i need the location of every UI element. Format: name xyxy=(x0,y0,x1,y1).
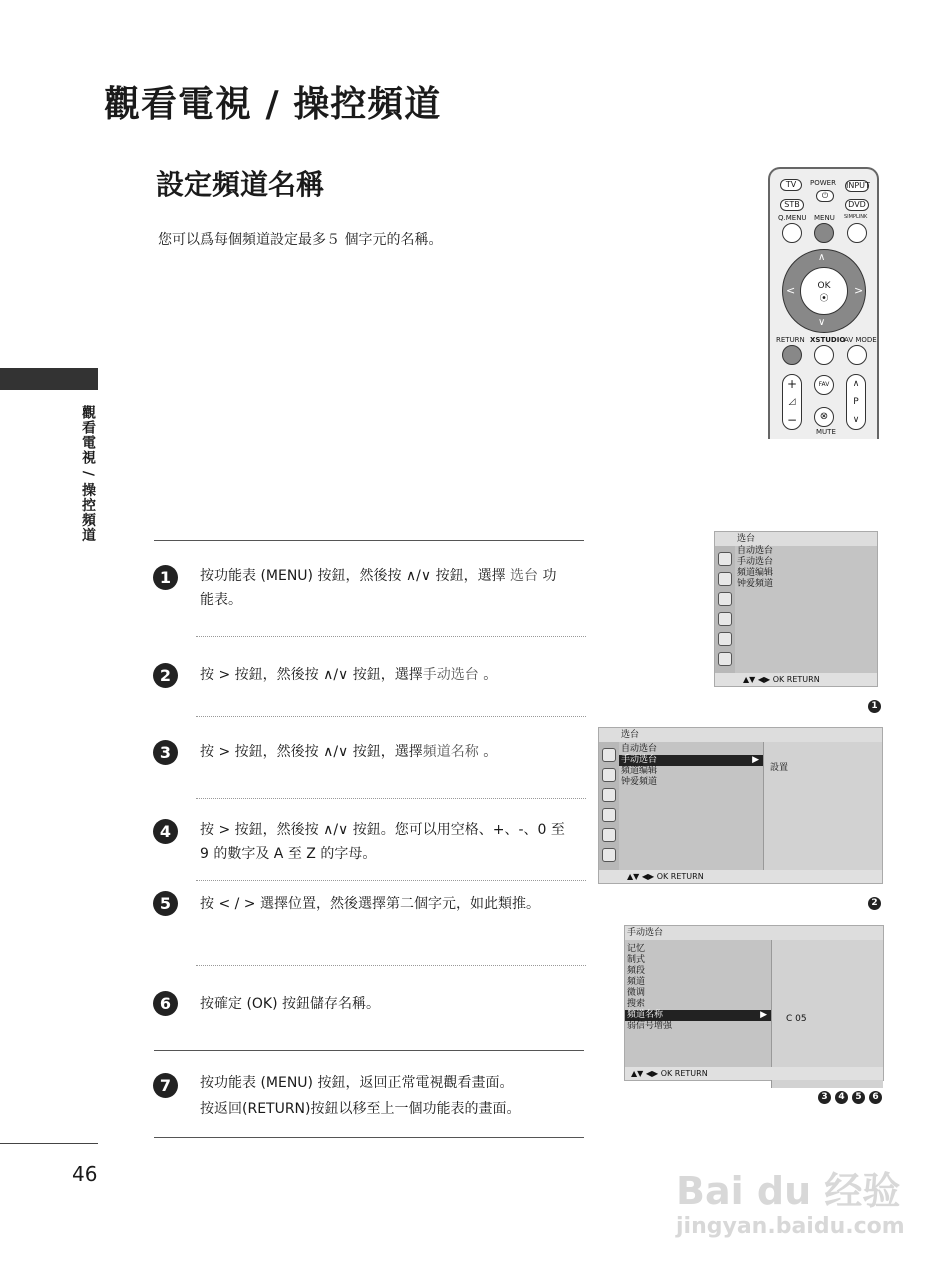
submenu-arrow-icon: ▶ xyxy=(752,755,759,765)
osd-footer: ▲▼ ◀▶ OK RETURN xyxy=(599,870,882,883)
step-text: 按功能表 (MENU) 按鈕，返回正常電視觀看畫面。 按返回(RETURN)按鈕以移至上一個功能表的畫面。 xyxy=(200,1075,521,1117)
osd-item: 钟爱頻道 xyxy=(737,579,774,589)
osd-menu-list xyxy=(735,546,835,590)
channel-label: P xyxy=(853,397,859,407)
step-text: 按 > 按鈕，然後按 ∧/∨ 按鈕，選擇頻道名称 。 xyxy=(200,744,498,760)
avmode-button xyxy=(847,345,867,365)
stb-button: STB xyxy=(780,199,804,211)
option-icon xyxy=(602,848,616,862)
osd-footer: ▲▼ ◀▶ OK RETURN xyxy=(715,673,877,686)
step-divider xyxy=(196,716,586,717)
channel-down-icon: ∨ xyxy=(852,415,860,425)
osd-item: 自动选台 xyxy=(621,744,658,754)
menu-button xyxy=(814,223,834,243)
input-button: INPUT xyxy=(846,181,870,190)
osd-item: 搜索 xyxy=(627,999,646,1009)
osd-icon-column xyxy=(715,546,735,674)
osd-item: 钟爱頻道 xyxy=(621,777,658,787)
osd-item-selected: 頻道名称 ▶ xyxy=(625,1010,771,1021)
disc-icon xyxy=(718,552,732,566)
osd-item: 弱信号增强 xyxy=(627,1021,673,1031)
step-divider xyxy=(196,965,586,966)
ok-label: OK xyxy=(817,281,831,291)
clock-icon xyxy=(602,808,616,822)
picture-icon xyxy=(602,768,616,782)
submenu-arrow-icon: ▶ xyxy=(760,1010,767,1020)
osd-title: 选台 xyxy=(599,728,882,742)
step-number: 1 xyxy=(153,565,178,590)
channel-up-icon: ∧ xyxy=(852,379,860,389)
side-tab-bar xyxy=(0,368,98,390)
watermark-url: jingyan.baidu.com xyxy=(676,1214,905,1239)
ok-button xyxy=(800,267,848,315)
step-text: 按 > 按鈕，然後按 ∧/∨ 按鈕。您可以用空格、+、-、0 至 9 的數字及 A 至 Z 的字母。 xyxy=(200,822,565,862)
step-number: 7 xyxy=(153,1073,178,1098)
intro-text: 您可以爲每個頻道設定最多５ 個字元的名稱。 xyxy=(158,232,443,248)
step-number: 4 xyxy=(153,819,178,844)
osd-item: 頻道编辑 xyxy=(621,766,658,776)
section-title: 設定頻道名稱 xyxy=(156,168,325,201)
osd-item: 自动选台 xyxy=(737,546,774,556)
page-number: 46 xyxy=(72,1162,98,1186)
osd-screen-tuning-manual xyxy=(598,727,883,884)
return-label: RETURN xyxy=(776,336,805,344)
osd-item: 頻道 xyxy=(627,977,646,987)
tv-button: TV xyxy=(780,179,802,191)
step-text: 按確定 (OK) 按鈕儲存名稱。 xyxy=(200,996,381,1012)
page-title: 觀看電視 / 操控頻道 xyxy=(104,84,442,125)
volume-rocker xyxy=(782,374,802,430)
figure-badge: 2 xyxy=(868,897,881,910)
ok-dot-icon: ⦿ xyxy=(819,294,829,304)
picture-icon xyxy=(718,572,732,586)
left-arrow-icon: < xyxy=(786,284,796,297)
watermark-brand: Bai du 经验 xyxy=(676,1169,901,1213)
osd-title: 手动选台 xyxy=(625,926,883,940)
osd-icon-column xyxy=(599,742,619,871)
osd-title: 选台 xyxy=(715,532,877,546)
remote-control xyxy=(768,167,879,439)
osd-item: 頻道编辑 xyxy=(737,568,774,578)
audio-icon xyxy=(602,788,616,802)
figure-badge: 6 xyxy=(869,1091,882,1104)
step-text: 按 < / > 選擇位置，然後選擇第二個字元，如此類推。 xyxy=(200,896,540,912)
steps-bottom-rule xyxy=(154,1137,584,1138)
disc-icon xyxy=(602,748,616,762)
step-divider xyxy=(196,880,586,881)
return-button xyxy=(782,345,802,365)
osd-item: 微调 xyxy=(627,988,646,998)
osd-item-selected: 手动选台 ▶ xyxy=(619,755,763,766)
qmenu-button xyxy=(782,223,802,243)
lock-icon xyxy=(718,632,732,646)
osd-item: 手动选台 xyxy=(737,557,774,567)
dvd-button: DVD xyxy=(845,199,869,211)
qmenu-label: Q.MENU xyxy=(778,214,807,222)
mute-icon: ⊗ xyxy=(814,407,834,427)
down-arrow-icon: ∨ xyxy=(818,317,826,328)
simplink-button xyxy=(847,223,867,243)
figure-badge: 1 xyxy=(868,700,881,713)
step-number: 2 xyxy=(153,663,178,688)
osd-screen-tuning xyxy=(714,531,878,687)
step-text: 按 > 按鈕，然後按 ∧/∨ 按鈕，選擇手动选台 。 xyxy=(200,667,498,683)
figure-badge: 4 xyxy=(835,1091,848,1104)
osd-submenu-value: 設置 xyxy=(770,763,789,773)
audio-icon xyxy=(718,592,732,606)
volume-down-icon: − xyxy=(786,413,798,427)
up-arrow-icon: ∧ xyxy=(818,252,826,263)
menu-label: MENU xyxy=(814,214,835,222)
volume-icon: ◿ xyxy=(788,397,796,407)
step-text: 按功能表 (MENU) 按鈕，然後按 ∧/∨ 按鈕，選擇 选台 功能表。 xyxy=(200,568,557,608)
right-arrow-icon: > xyxy=(854,284,864,297)
steps-top-rule xyxy=(154,540,584,541)
volume-up-icon: + xyxy=(786,377,798,391)
osd-item: 頻段 xyxy=(627,966,646,976)
osd-item: 制式 xyxy=(627,955,646,965)
step-divider xyxy=(196,798,586,799)
steps-rule xyxy=(154,1050,584,1051)
figure-badge: 3 xyxy=(818,1091,831,1104)
osd-submenu-panel xyxy=(763,742,882,870)
avmode-label: AV MODE xyxy=(844,336,877,344)
channel-rocker xyxy=(846,374,866,430)
osd-submenu-panel xyxy=(771,940,883,1088)
option-icon xyxy=(718,652,732,666)
page-number-rule xyxy=(0,1143,98,1144)
clock-icon xyxy=(718,612,732,626)
side-tab-label: 觀看電視 / 操控頻道 xyxy=(80,405,96,543)
osd-item: 记忆 xyxy=(627,944,646,954)
fav-button: FAV xyxy=(814,375,834,395)
step-number: 3 xyxy=(153,740,178,765)
xstudio-label: XSTUDIO xyxy=(810,336,846,344)
osd-submenu-value: C 05 xyxy=(786,1014,807,1024)
osd-menu-list xyxy=(619,744,763,788)
osd-menu-list xyxy=(625,944,771,1032)
simplink-label: SIMPLINK xyxy=(844,214,868,220)
mute-label: MUTE xyxy=(816,428,836,436)
step-number: 5 xyxy=(153,891,178,916)
power-icon: ⏻ xyxy=(816,190,834,202)
xstudio-button xyxy=(814,345,834,365)
step-divider xyxy=(196,636,586,637)
step-number: 6 xyxy=(153,991,178,1016)
figure-badge: 5 xyxy=(852,1091,865,1104)
lock-icon xyxy=(602,828,616,842)
osd-screen-channel-name xyxy=(624,925,884,1081)
osd-footer: ▲▼ ◀▶ OK RETURN xyxy=(625,1067,883,1080)
power-label: POWER xyxy=(810,179,836,187)
